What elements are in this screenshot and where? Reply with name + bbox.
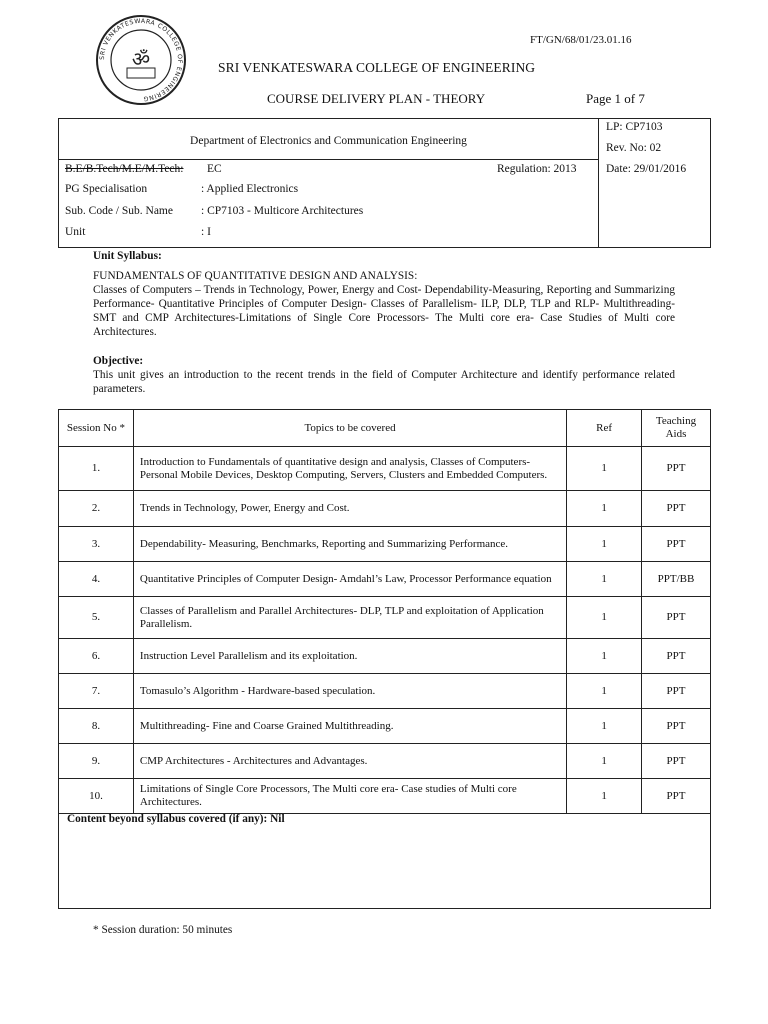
session-topic: Multithreading- Fine and Coarse Grained Multithreading.: [133, 709, 566, 744]
objective-heading: Objective:: [93, 355, 144, 367]
session-topic: Dependability- Measuring, Benchmarks, Reporting and Summarizing Performance.: [133, 527, 566, 562]
session-aids: PPT: [642, 779, 711, 814]
lp-code: LP: CP7103: [606, 121, 663, 133]
session-duration-note: * Session duration: 50 minutes: [93, 924, 233, 936]
session-no: 2.: [59, 491, 134, 527]
regulation: Regulation: 2013: [497, 163, 577, 175]
unit-label: Unit: [65, 226, 86, 238]
session-ref: 1: [567, 527, 642, 562]
session-topic: Introduction to Fundamentals of quantitative design and analysis, Classes of Computers- Personal Mobile Devices, Desktop Computing, Servers, Clusters and Embedded Computers.: [133, 447, 566, 491]
svg-text:SRI VENKATESWARA COLLEGE OF EN: SRI VENKATESWARA COLLEGE OF ENGINEERING: [98, 17, 184, 103]
session-aids: PPT: [642, 639, 711, 674]
session-ref: 1: [567, 562, 642, 597]
session-ref: 1: [567, 779, 642, 814]
session-aids: PPT: [642, 447, 711, 491]
session-ref: 1: [567, 447, 642, 491]
session-no: 6.: [59, 639, 134, 674]
session-ref: 1: [567, 639, 642, 674]
pg-specialisation-label: PG Specialisation: [65, 183, 148, 195]
session-aids: PPT: [642, 744, 711, 779]
session-aids: PPT: [642, 527, 711, 562]
session-aids: PPT: [642, 597, 711, 639]
plan-date: Date: 29/01/2016: [606, 163, 687, 175]
department-name: Department of Electronics and Communication Engineering: [190, 135, 467, 147]
session-no: 9.: [59, 744, 134, 779]
document-code: FT/GN/68/01/23.01.16: [530, 34, 632, 46]
session-topic: Quantitative Principles of Computer Design- Amdahl’s Law, Processor Performance equation: [133, 562, 566, 597]
session-topic: Tomasulo’s Algorithm - Hardware-based speculation.: [133, 674, 566, 709]
table-row: [59, 779, 711, 814]
header-session: Session No *: [59, 410, 134, 447]
session-topic: Trends in Technology, Power, Energy and Cost.: [133, 491, 566, 527]
syllabus-title: FUNDAMENTALS OF QUANTITATIVE DESIGN AND ANALYSIS:: [93, 270, 418, 282]
subject-value: : CP7103 - Multicore Architectures: [201, 205, 364, 217]
session-aids: PPT: [642, 674, 711, 709]
table-row: [59, 562, 711, 597]
table-row: [59, 491, 711, 527]
content-beyond-box: [58, 811, 711, 909]
session-no: 3.: [59, 527, 134, 562]
table-row: [59, 744, 711, 779]
session-ref: 1: [567, 744, 642, 779]
objective-body: This unit gives an introduction to the recent trends in the field of Computer Architecture and identify performance related parameters.: [93, 369, 675, 395]
table-row: [59, 674, 711, 709]
table-row: [59, 527, 711, 562]
session-aids: PPT/BB: [642, 562, 711, 597]
session-ref: 1: [567, 491, 642, 527]
session-no: 10.: [59, 779, 134, 814]
table-row: [59, 597, 711, 639]
table-row: [59, 639, 711, 674]
session-topic: CMP Architectures - Architectures and Advantages.: [133, 744, 566, 779]
table-row: [59, 447, 711, 491]
header-teaching-aids: Teaching Aids: [642, 410, 711, 447]
plan-title: COURSE DELIVERY PLAN - THEORY: [267, 91, 486, 106]
table-row: [59, 709, 711, 744]
revision-number: Rev. No: 02: [606, 142, 662, 154]
college-name: SRI VENKATESWARA COLLEGE OF ENGINEERING: [218, 60, 536, 75]
session-no: 4.: [59, 562, 134, 597]
session-ref: 1: [567, 597, 642, 639]
session-no: 7.: [59, 674, 134, 709]
session-aids: PPT: [642, 709, 711, 744]
syllabus-body: Classes of Computers – Trends in Technology, Power, Energy and Cost- Dependability-Measuring, Reporting and Summarizing Performance- Quantitative Principles of Computer Design- Classes of Parallelism- ILP, DLP, TLP and RLP- Multithreading- SMT and CMP Architectures-Limitations of Single Core Processors- The Multi core era- Case Studies of Multi core Architectures.: [93, 284, 675, 338]
session-no: 1.: [59, 447, 134, 491]
page-number: Page 1 of 7: [586, 91, 645, 106]
syllabus-heading: Unit Syllabus:: [93, 250, 162, 262]
content-beyond-syllabus: Content beyond syllabus covered (if any): Nil: [67, 813, 285, 825]
pg-specialisation-value: : Applied Electronics: [201, 183, 299, 195]
session-table: [58, 409, 711, 814]
session-topic: Limitations of Single Core Processors, The Multi core era- Case studies of Multi core Architectures.: [133, 779, 566, 814]
college-seal-logo: [95, 14, 187, 106]
session-topic: Instruction Level Parallelism and its exploitation.: [133, 639, 566, 674]
header-ref: Ref: [567, 410, 642, 447]
svg-text:ॐ: ॐ: [131, 47, 151, 71]
session-topic: Classes of Parallelism and Parallel Architectures- DLP, TLP and exploitation of Application Parallelism.: [133, 597, 566, 639]
table-header-row: [59, 410, 711, 447]
subject-label: Sub. Code / Sub. Name: [65, 205, 173, 217]
course-info-box: [58, 118, 711, 248]
session-ref: 1: [567, 674, 642, 709]
unit-value: : I: [201, 226, 211, 238]
header-topics: Topics to be covered: [133, 410, 566, 447]
session-no: 5.: [59, 597, 134, 639]
session-no: 8.: [59, 709, 134, 744]
degree-label: B.E/B.Tech/M.E/M.Tech:: [65, 163, 184, 175]
session-ref: 1: [567, 709, 642, 744]
session-aids: PPT: [642, 491, 711, 527]
degree-value: EC: [207, 163, 222, 175]
